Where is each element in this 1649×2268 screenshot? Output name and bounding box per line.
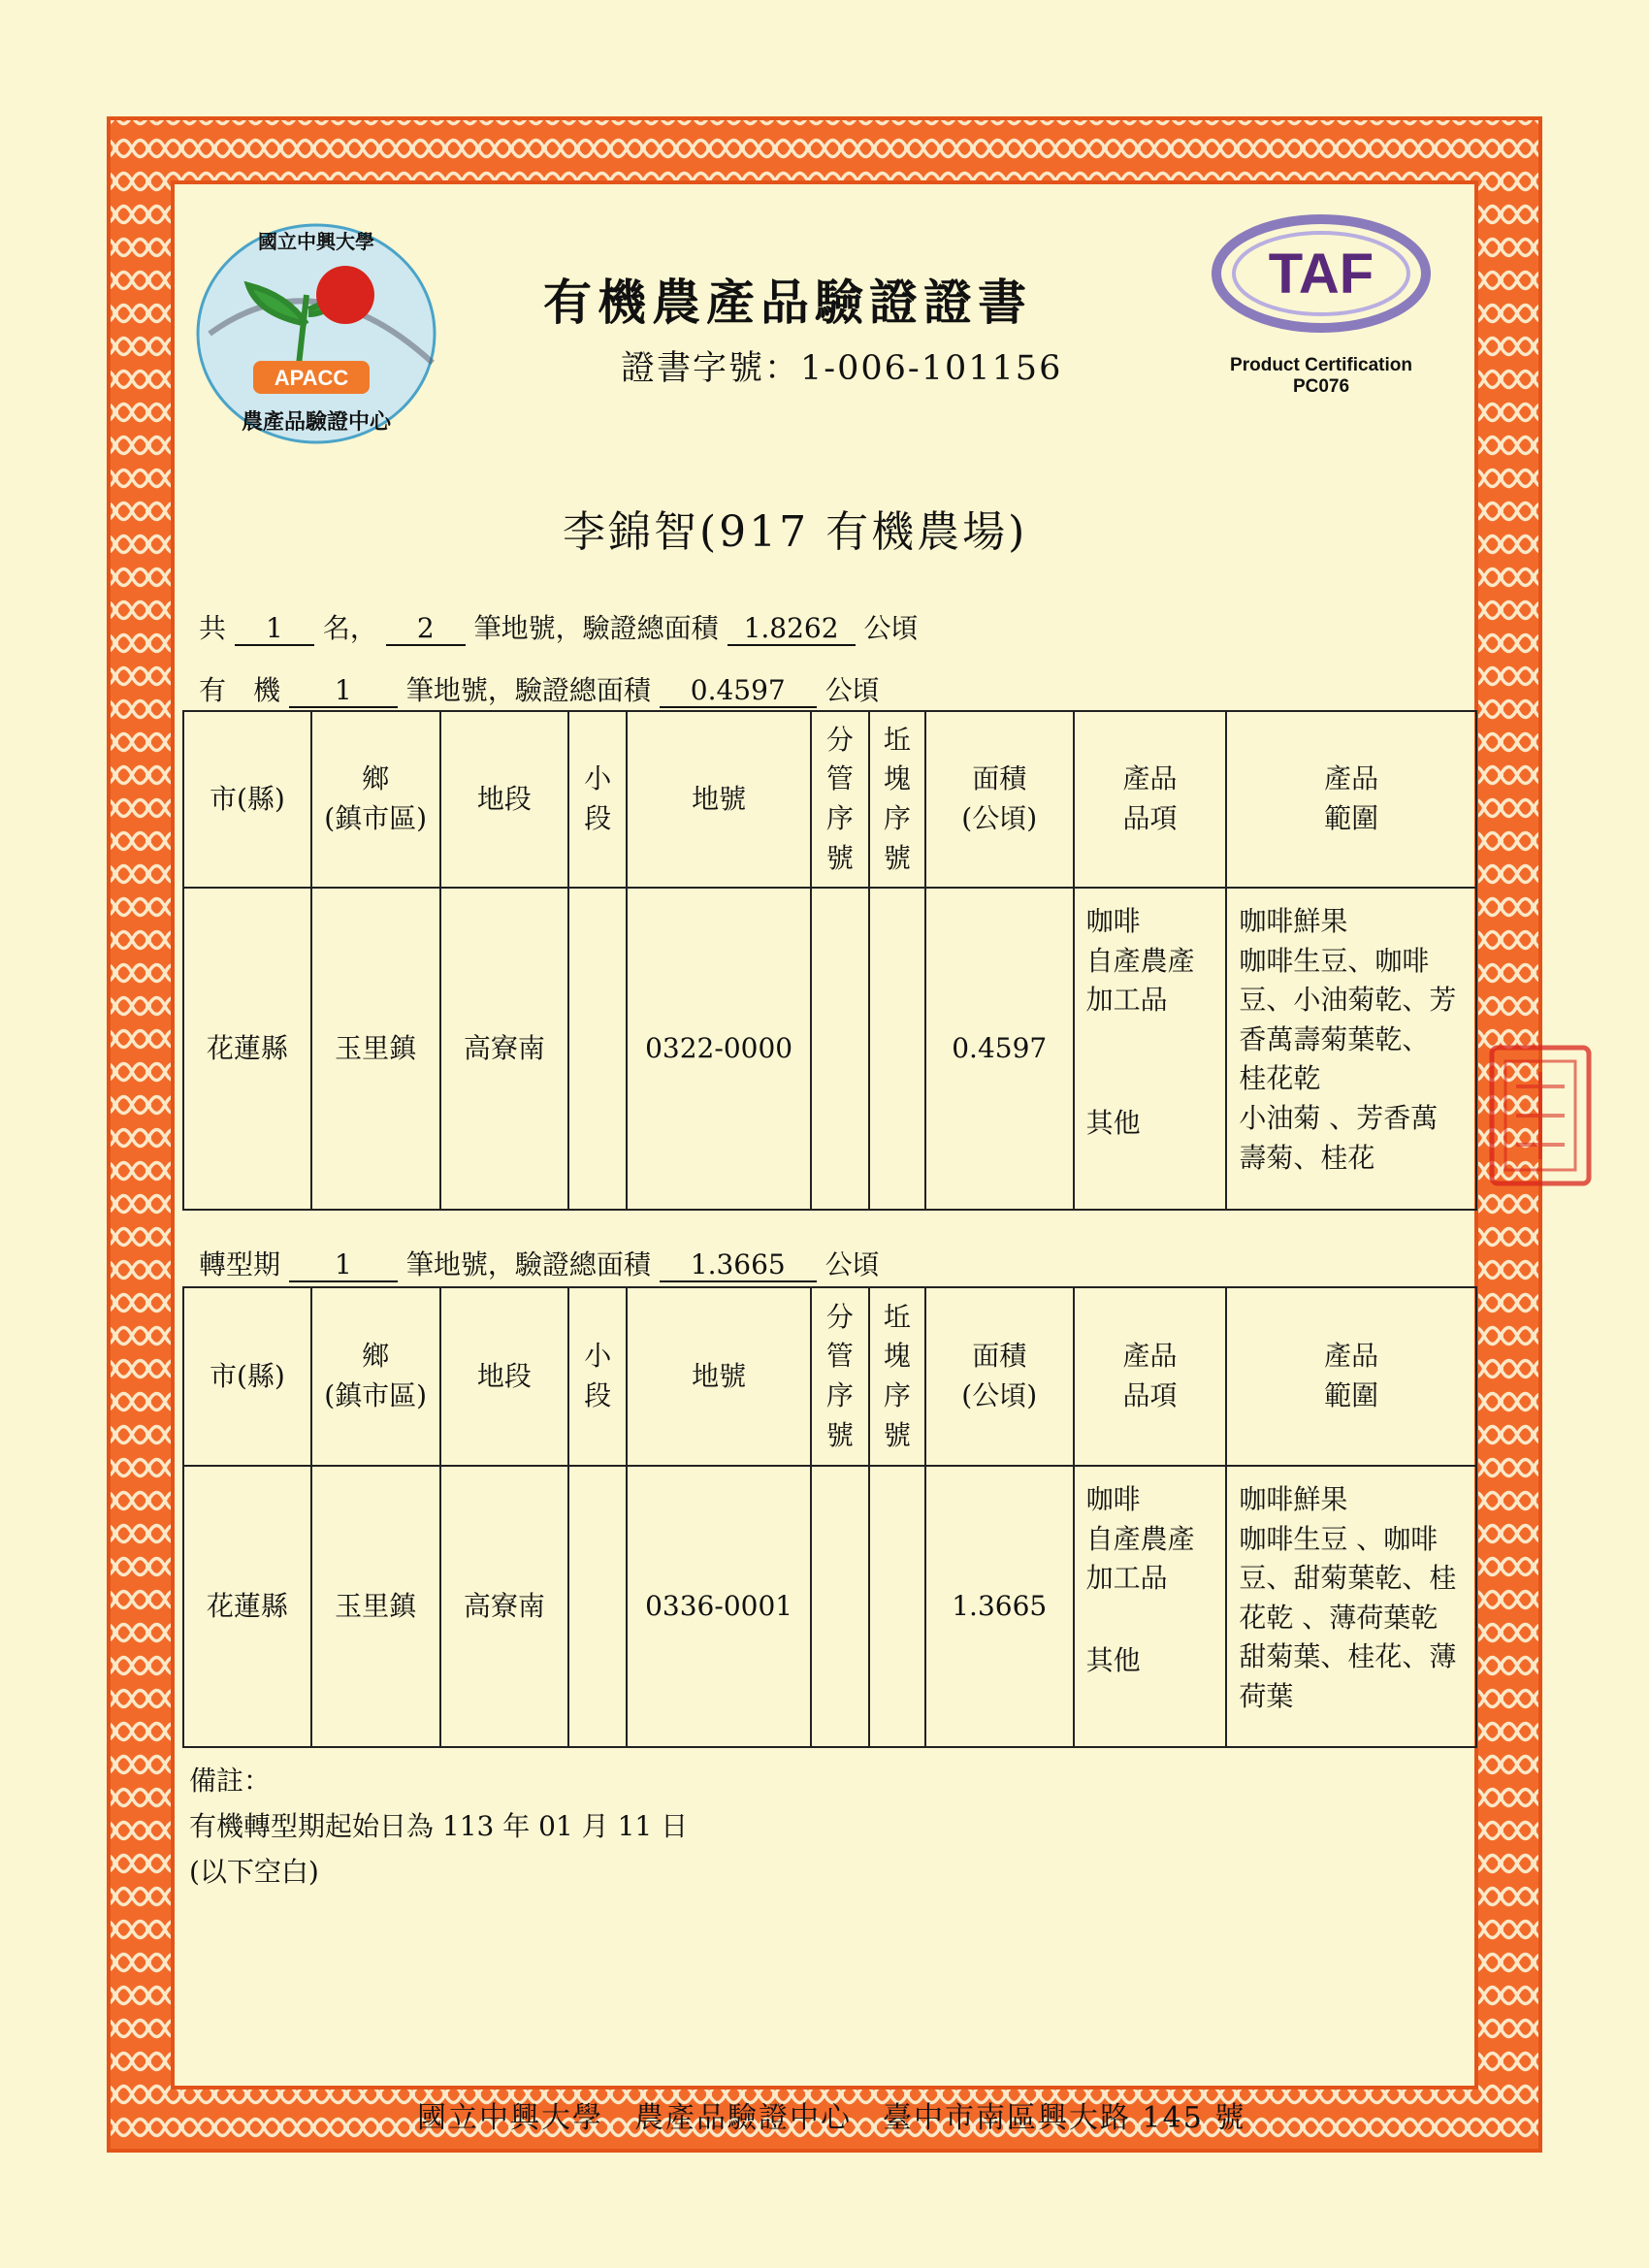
transition-plot-table <box>182 1286 1477 1748</box>
apacc-logo <box>190 217 442 450</box>
organic-area: 0.4597 <box>660 674 817 708</box>
certificate-title: 有機農產品驗證證書 <box>543 274 1032 331</box>
taf-caption-1: Product Certification <box>1230 355 1412 375</box>
table-header-row: 市(縣) 鄉 (鎮市區) 地段 小 段 地號 分 管 序 號 坵 塊 序 號 面積 (公頃) 產品 品項 產品 範圍 <box>183 711 1476 888</box>
transition-area: 1.3665 <box>660 1248 817 1282</box>
total-area: 1.8262 <box>728 612 856 646</box>
taf-logo-mark <box>1205 206 1438 351</box>
total-people: 1 <box>235 612 314 646</box>
certificate-holder: 李錦智(917 有機農場) <box>563 507 1028 557</box>
remarks-line-2: (以下空白) <box>189 1856 319 1888</box>
remarks-line-1: 有機轉型期起始日為 113 年 01 月 11 日 <box>189 1810 689 1842</box>
apacc-logo-top: 國立中興大學 <box>258 230 374 253</box>
seal-stamp <box>1472 1028 1599 1203</box>
organic-plot-table <box>182 710 1477 1211</box>
remarks-title: 備註： <box>189 1765 272 1797</box>
taf-logo-text: TAF <box>1268 243 1374 306</box>
taf-caption-2: PC076 <box>1292 376 1350 397</box>
remarks <box>189 1758 688 1895</box>
total-plots: 2 <box>386 612 466 646</box>
apacc-logo-bottom: 農產品驗證中心 <box>241 409 392 435</box>
table-header-row: 市(縣) 鄉 (鎮市區) 地段 小 段 地號 分 管 序 號 坵 塊 序 號 面積 (公頃) 產品 品項 產品 範圍 <box>183 1287 1476 1466</box>
footer-address: 國立中興大學 農產品驗證中心 臺中市南區興大路 145 號 <box>417 2101 1246 2135</box>
certificate-number: 證書字號：1-006-101156 <box>621 349 1063 388</box>
summary-organic: 有 機 1 筆地號，驗證總面積 0.4597 公頃 <box>199 674 880 706</box>
summary-total: 共 1 名， 2 筆地號，驗證總面積 1.8262 公頃 <box>199 612 919 644</box>
table-row: 花蓮縣 玉里鎮 高寮南 0322-0000 0.4597 咖啡 自產農產 加工品 其他 咖啡鮮果 咖啡生豆、咖啡 豆、小油菊乾、芳 香萬壽菊葉乾、 桂花乾 小油菊 、芳香萬 壽菊、桂花 <box>183 888 1476 1210</box>
summary-transition: 轉型期 1 筆地號，驗證總面積 1.3665 公頃 <box>199 1248 880 1280</box>
organic-plots: 1 <box>289 674 398 708</box>
transition-plots: 1 <box>289 1248 398 1282</box>
table-row: 花蓮縣 玉里鎮 高寮南 0336-0001 1.3665 咖啡 自產農產 加工品 其他 咖啡鮮果 咖啡生豆 、咖啡 豆、甜菊葉乾、桂 花乾 、薄荷葉乾 甜菊葉、桂花、薄 荷葉 <box>183 1466 1476 1747</box>
taf-logo <box>1205 206 1438 424</box>
apacc-logo-mark: APACC <box>274 366 349 390</box>
